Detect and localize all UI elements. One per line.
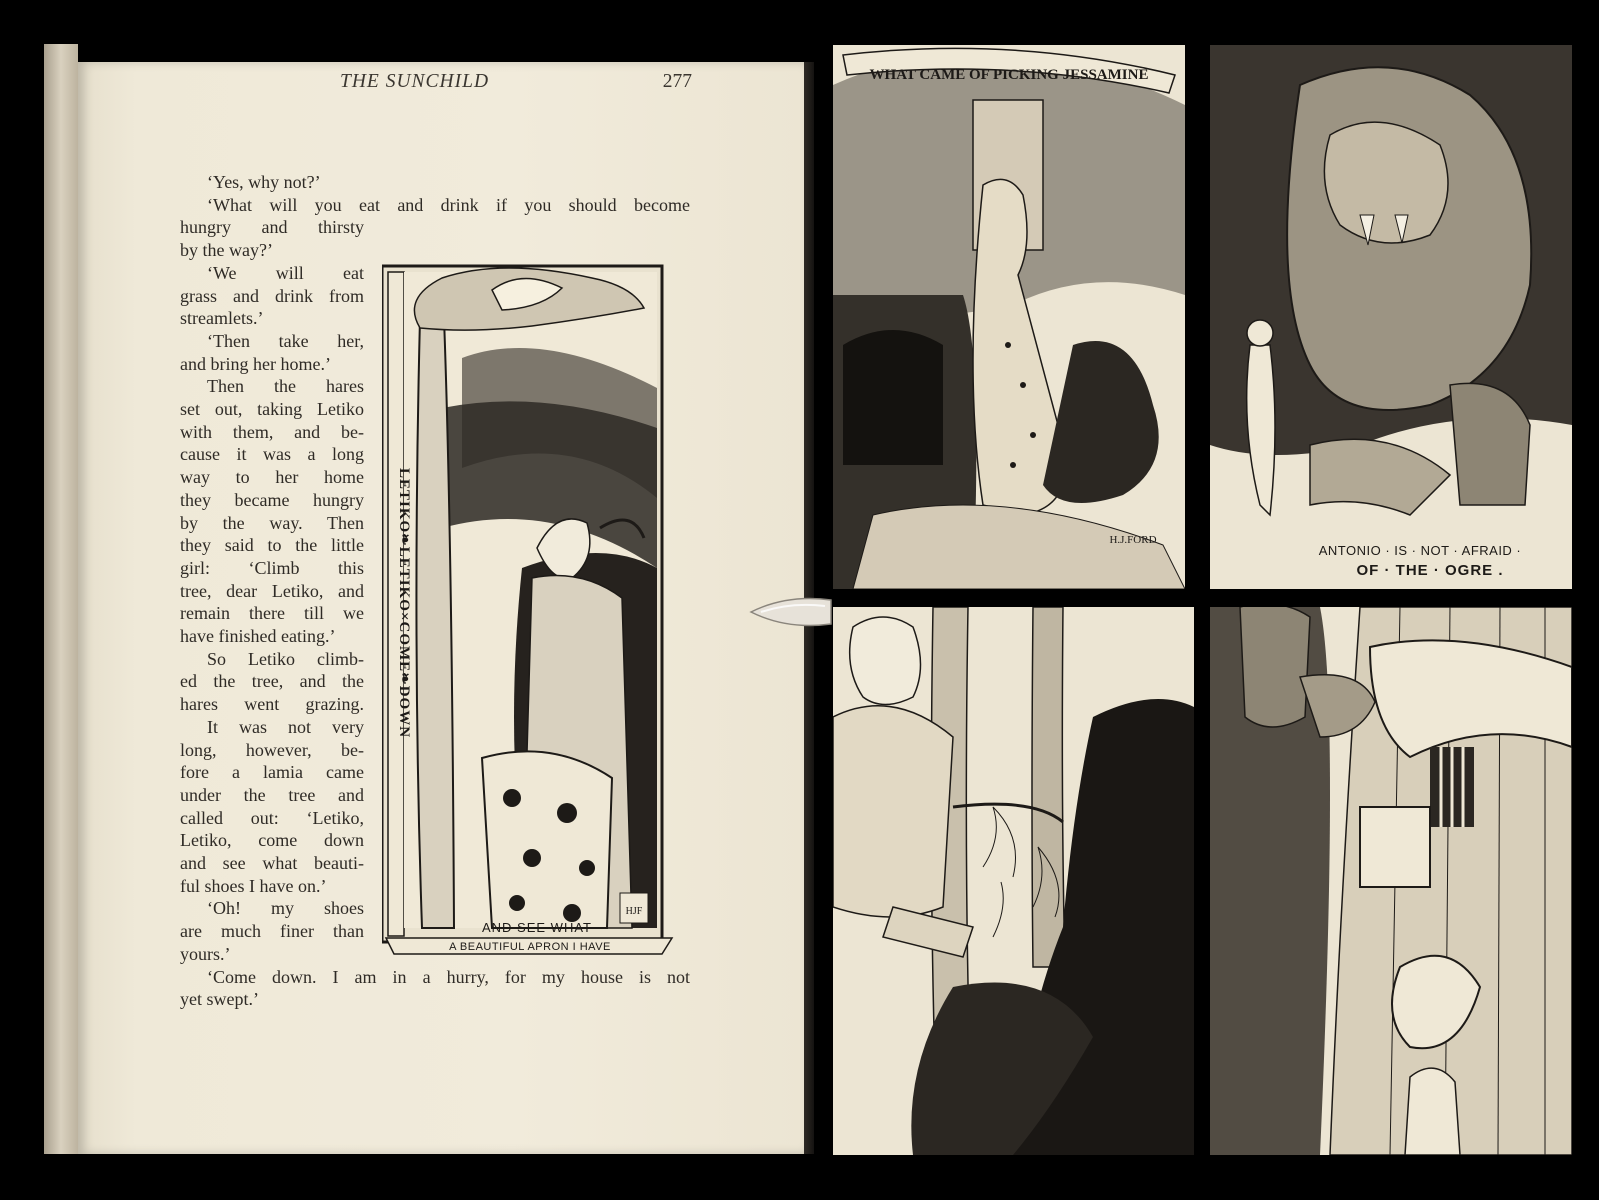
text-line: It was not very (207, 716, 364, 737)
text-line: and see what beauti- (180, 853, 364, 873)
text-line: Then the hares (207, 376, 364, 397)
text-line: set out, taking Letiko (180, 399, 364, 419)
text-line: cause it was a long (180, 444, 364, 465)
text-line: Letiko, come down (180, 830, 364, 851)
text-line: have finished eating.’ (180, 626, 336, 646)
text-line: under the tree and (180, 784, 364, 805)
letiko-illustration (382, 238, 685, 983)
ogre-caption-line-2: OF · THE · OGRE . (1356, 562, 1504, 579)
text-line: ed the tree, and the (180, 671, 364, 692)
text-line: they said to the little (180, 535, 364, 556)
letiko-bottom-caption-2: A BEAUTIFUL APRON I HAVE (449, 941, 611, 953)
text-line: way to her home (180, 467, 364, 488)
page-marker-clip (747, 590, 833, 634)
running-title: THE SUNCHILD (340, 71, 490, 92)
page-header (256, 71, 692, 97)
text-line: by the way. Then (180, 512, 364, 533)
text-line: are much finer than (180, 921, 364, 942)
ogre-caption-line-1: ANTONIO · IS · NOT · AFRAID · (1318, 543, 1522, 558)
text-line: called out: ‘Letiko, (180, 807, 364, 828)
text-line: hares went grazing. (180, 694, 364, 715)
text-line: ful shoes I have on.’ (180, 875, 327, 896)
jessamine-illustration (833, 45, 1185, 589)
letiko-bottom-caption-1: AND SEE WHAT (482, 920, 592, 935)
text-line: grass and drink from (180, 285, 364, 306)
text-line: ‘What will you eat and drink if you should become (207, 194, 690, 215)
giant-door-illustration (1210, 607, 1572, 1155)
page-number: 277 (662, 71, 692, 92)
text-line: fore a lamia came (180, 762, 364, 783)
text-line: with them, and be- (180, 421, 364, 442)
text-line: tree, dear Letiko, and (180, 580, 364, 601)
artist-monogram: HJF (625, 906, 643, 917)
text-line: girl: ‘Climb this (180, 557, 364, 578)
text-line: yours.’ (180, 943, 231, 964)
text-line: ‘Yes, why not?’ (207, 172, 321, 192)
text-line: streamlets.’ (180, 308, 264, 329)
text-line: and bring her home.’ (180, 353, 331, 374)
jessamine-banner: WHAT CAME OF PICKING JESSAMINE (869, 67, 1149, 83)
text-line: by the way?’ (180, 240, 273, 261)
text-line: ‘We will eat (207, 262, 364, 283)
text-line: ‘Oh! my shoes (207, 898, 364, 919)
text-line: long, however, be- (180, 739, 364, 760)
letiko-vertical-caption: LETIKO❧LETIKO×COME❧DOWN (396, 468, 412, 739)
text-line: they became hungry (180, 489, 364, 510)
text-line: ‘Come down. I am in a hurry, for my house is not (207, 966, 690, 987)
ogre-illustration (1210, 45, 1572, 589)
forest-illustration (833, 607, 1194, 1155)
text-line: hungry and thirsty (180, 217, 364, 238)
text-line: yet swept.’ (180, 989, 259, 1010)
book-spine (44, 44, 78, 1154)
text-line: remain there till we (180, 603, 364, 624)
jessamine-signature: H.J.FORD (1109, 534, 1157, 546)
text-line: So Letiko climb- (207, 648, 364, 669)
text-line: ‘Then take her, (207, 330, 364, 351)
